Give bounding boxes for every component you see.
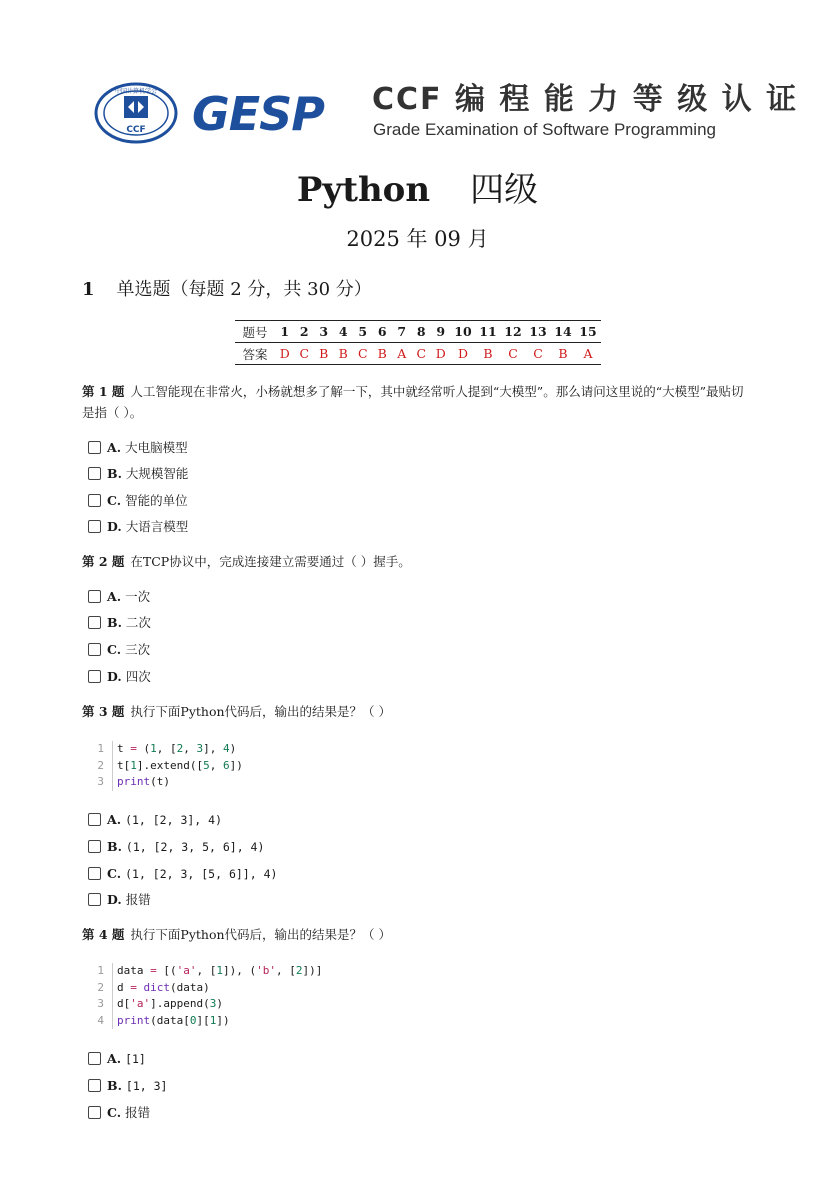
code-line: 1 data = [('a', [1]), ('b', [2])] [94,963,322,980]
question-number: 9 [431,321,451,343]
line-number: 4 [97,1013,104,1027]
title-language: Python [296,170,431,210]
code-line: 1 t = (1, [2, 3], 4) [94,741,243,758]
question-number: 13 [526,321,551,343]
seal-abbr: CCF [126,125,146,135]
option-text: (1, [2, 3, 5, 6], 4) [125,840,265,854]
question-3-option-b[interactable] [88,838,264,856]
option-letter: B. [107,1078,122,1093]
option-text: 大电脑模型 [125,440,188,455]
line-number: 2 [97,758,104,772]
question-number: 10 [451,321,476,343]
question-3-option-d[interactable] [88,891,151,909]
option-text: 一次 [125,589,151,604]
checkbox[interactable] [88,441,101,454]
option-letter: C. [107,1105,122,1120]
option-letter: A. [107,812,122,827]
seal-text: 中国计算机学会 [114,88,158,95]
question-number: 7 [392,321,412,343]
checkbox[interactable] [88,616,101,629]
brand-en: Grade Examination of Software Programming [373,120,716,139]
question-number: 5 [353,321,373,343]
option-letter: A. [107,1051,122,1066]
question-4-code-block [94,963,322,1029]
answer-table [235,320,601,365]
question-1-option-c[interactable] [88,492,188,510]
question-label: 第 1 题 [82,384,125,399]
line-number: 1 [97,964,104,977]
answer-value: A [397,346,407,361]
header [94,78,799,148]
question-label: 第 2 题 [82,554,125,569]
section-heading [82,278,372,302]
question-1-stem [82,381,754,423]
question-number: 3 [314,321,334,343]
option-text: 智能的单位 [125,493,188,508]
question-number: 2 [295,321,315,343]
section-title: 单选题（每题 2 分，共 30 分） [116,279,372,300]
checkbox[interactable] [88,467,101,480]
question-number: 12 [501,321,526,343]
checkbox[interactable] [88,1079,101,1092]
gesp-logo: GESP [192,87,325,141]
checkbox[interactable] [88,670,101,683]
question-1-option-b[interactable] [88,465,188,483]
option-letter: A. [107,440,122,455]
option-text: 大语言模型 [125,519,189,534]
answer-value: C [508,346,518,361]
answer-value: A [583,346,593,361]
option-letter: B. [107,839,122,854]
answer-value: D [279,346,290,361]
brand-cn: CCF 编 程 能 力 等 级 认 证 [372,82,799,117]
answer-value: D [435,346,446,361]
answer-table-header-row [235,321,601,343]
option-text: 大规模智能 [125,466,189,481]
option-text: [1, 3] [125,1079,168,1093]
option-text: (1, [2, 3, [5, 6]], 4) [125,867,278,881]
page-title [0,168,835,212]
question-number: 11 [476,321,501,343]
answer-value: C [416,346,427,361]
line-number: 1 [97,742,104,755]
option-text: 二次 [125,615,151,630]
option-letter: D. [107,669,122,684]
option-text: 报错 [125,892,151,907]
question-number: 1 [275,321,295,343]
question-3-option-a[interactable] [88,811,222,829]
answer-value: B [483,346,493,361]
exam-date: 2025 年 09 月 [346,227,489,251]
question-2-option-b[interactable] [88,614,151,632]
checkbox[interactable] [88,494,101,507]
question-2-stem [82,551,754,572]
question-4-option-a[interactable] [88,1050,146,1068]
question-number: 14 [551,321,576,343]
option-text: 三次 [125,642,151,657]
option-letter: D. [107,519,122,534]
option-text: [1] [125,1052,146,1066]
checkbox[interactable] [88,590,101,603]
question-2-option-c[interactable] [88,641,150,659]
ccf-seal-logo [94,82,178,144]
answer-value: C [299,346,310,361]
option-letter: B. [107,615,122,630]
question-number: 8 [412,321,432,343]
checkbox[interactable] [88,643,101,656]
checkbox[interactable] [88,1106,101,1119]
question-label: 第 3 题 [82,704,125,719]
checkbox[interactable] [88,840,101,853]
question-1-option-a[interactable] [88,439,188,457]
code-line: 3 d['a'].append(3) [94,996,322,1013]
question-number: 15 [576,321,601,343]
code-line: 2 t[1].extend([5, 6]) [94,758,243,775]
option-letter: D. [107,892,122,907]
question-number: 6 [373,321,393,343]
checkbox[interactable] [88,1052,101,1065]
option-text: 四次 [125,669,151,684]
question-2-option-d[interactable] [88,668,151,686]
answer-value: B [319,346,329,361]
code-line: 4 print(data[0][1]) [94,1013,322,1030]
question-text: 执行下面Python代码后，输出的结果是？（ ） [130,704,392,719]
answer-row-label: 题号 [235,321,275,343]
section-number: 1 [82,279,95,300]
option-text: (1, [2, 3], 4) [125,813,222,827]
answer-value: B [338,346,348,361]
checkbox[interactable] [88,520,101,533]
code-line: 3 print(t) [94,774,243,791]
checkbox[interactable] [88,893,101,906]
question-text: 在TCP协议中，完成连接建立需要通过（ ）握手。 [130,554,411,569]
option-letter: C. [107,493,122,508]
question-3-stem [82,701,754,722]
question-3-code-block [94,741,243,791]
question-3-option-c[interactable] [88,865,277,883]
answer-value: D [457,346,469,361]
answer-row-label: 答案 [242,346,268,362]
answer-value: C [533,346,543,361]
answer-table-values-row [235,343,601,365]
question-2-option-a[interactable] [88,588,150,606]
question-1-option-d[interactable] [88,518,188,536]
answer-value: C [357,346,368,361]
answer-value: B [558,346,568,361]
checkbox[interactable] [88,867,101,880]
option-letter: C. [107,642,122,657]
question-number: 4 [334,321,354,343]
checkbox[interactable] [88,813,101,826]
question-text: 执行下面Python代码后，输出的结果是？（ ） [130,927,392,942]
option-letter: A. [107,589,122,604]
line-number: 3 [97,775,104,788]
question-4-option-c[interactable] [88,1104,150,1122]
option-letter: C. [107,866,122,881]
option-letter: B. [107,466,122,481]
answer-value: B [377,346,387,361]
question-text: 人工智能现在非常火，小杨就想多了解一下，其中就经常听人提到“大模型”。那么请问这里说的“大模型”最贴切是指（ ）。 [82,384,744,420]
option-text: 报错 [125,1105,151,1120]
line-number: 2 [97,980,104,994]
line-number: 3 [97,997,104,1010]
question-4-option-b[interactable] [88,1077,167,1095]
code-line: 2 d = dict(data) [94,980,322,997]
title-level: 四级 [470,170,539,210]
question-label: 第 4 题 [82,927,125,942]
question-4-stem [82,924,754,945]
